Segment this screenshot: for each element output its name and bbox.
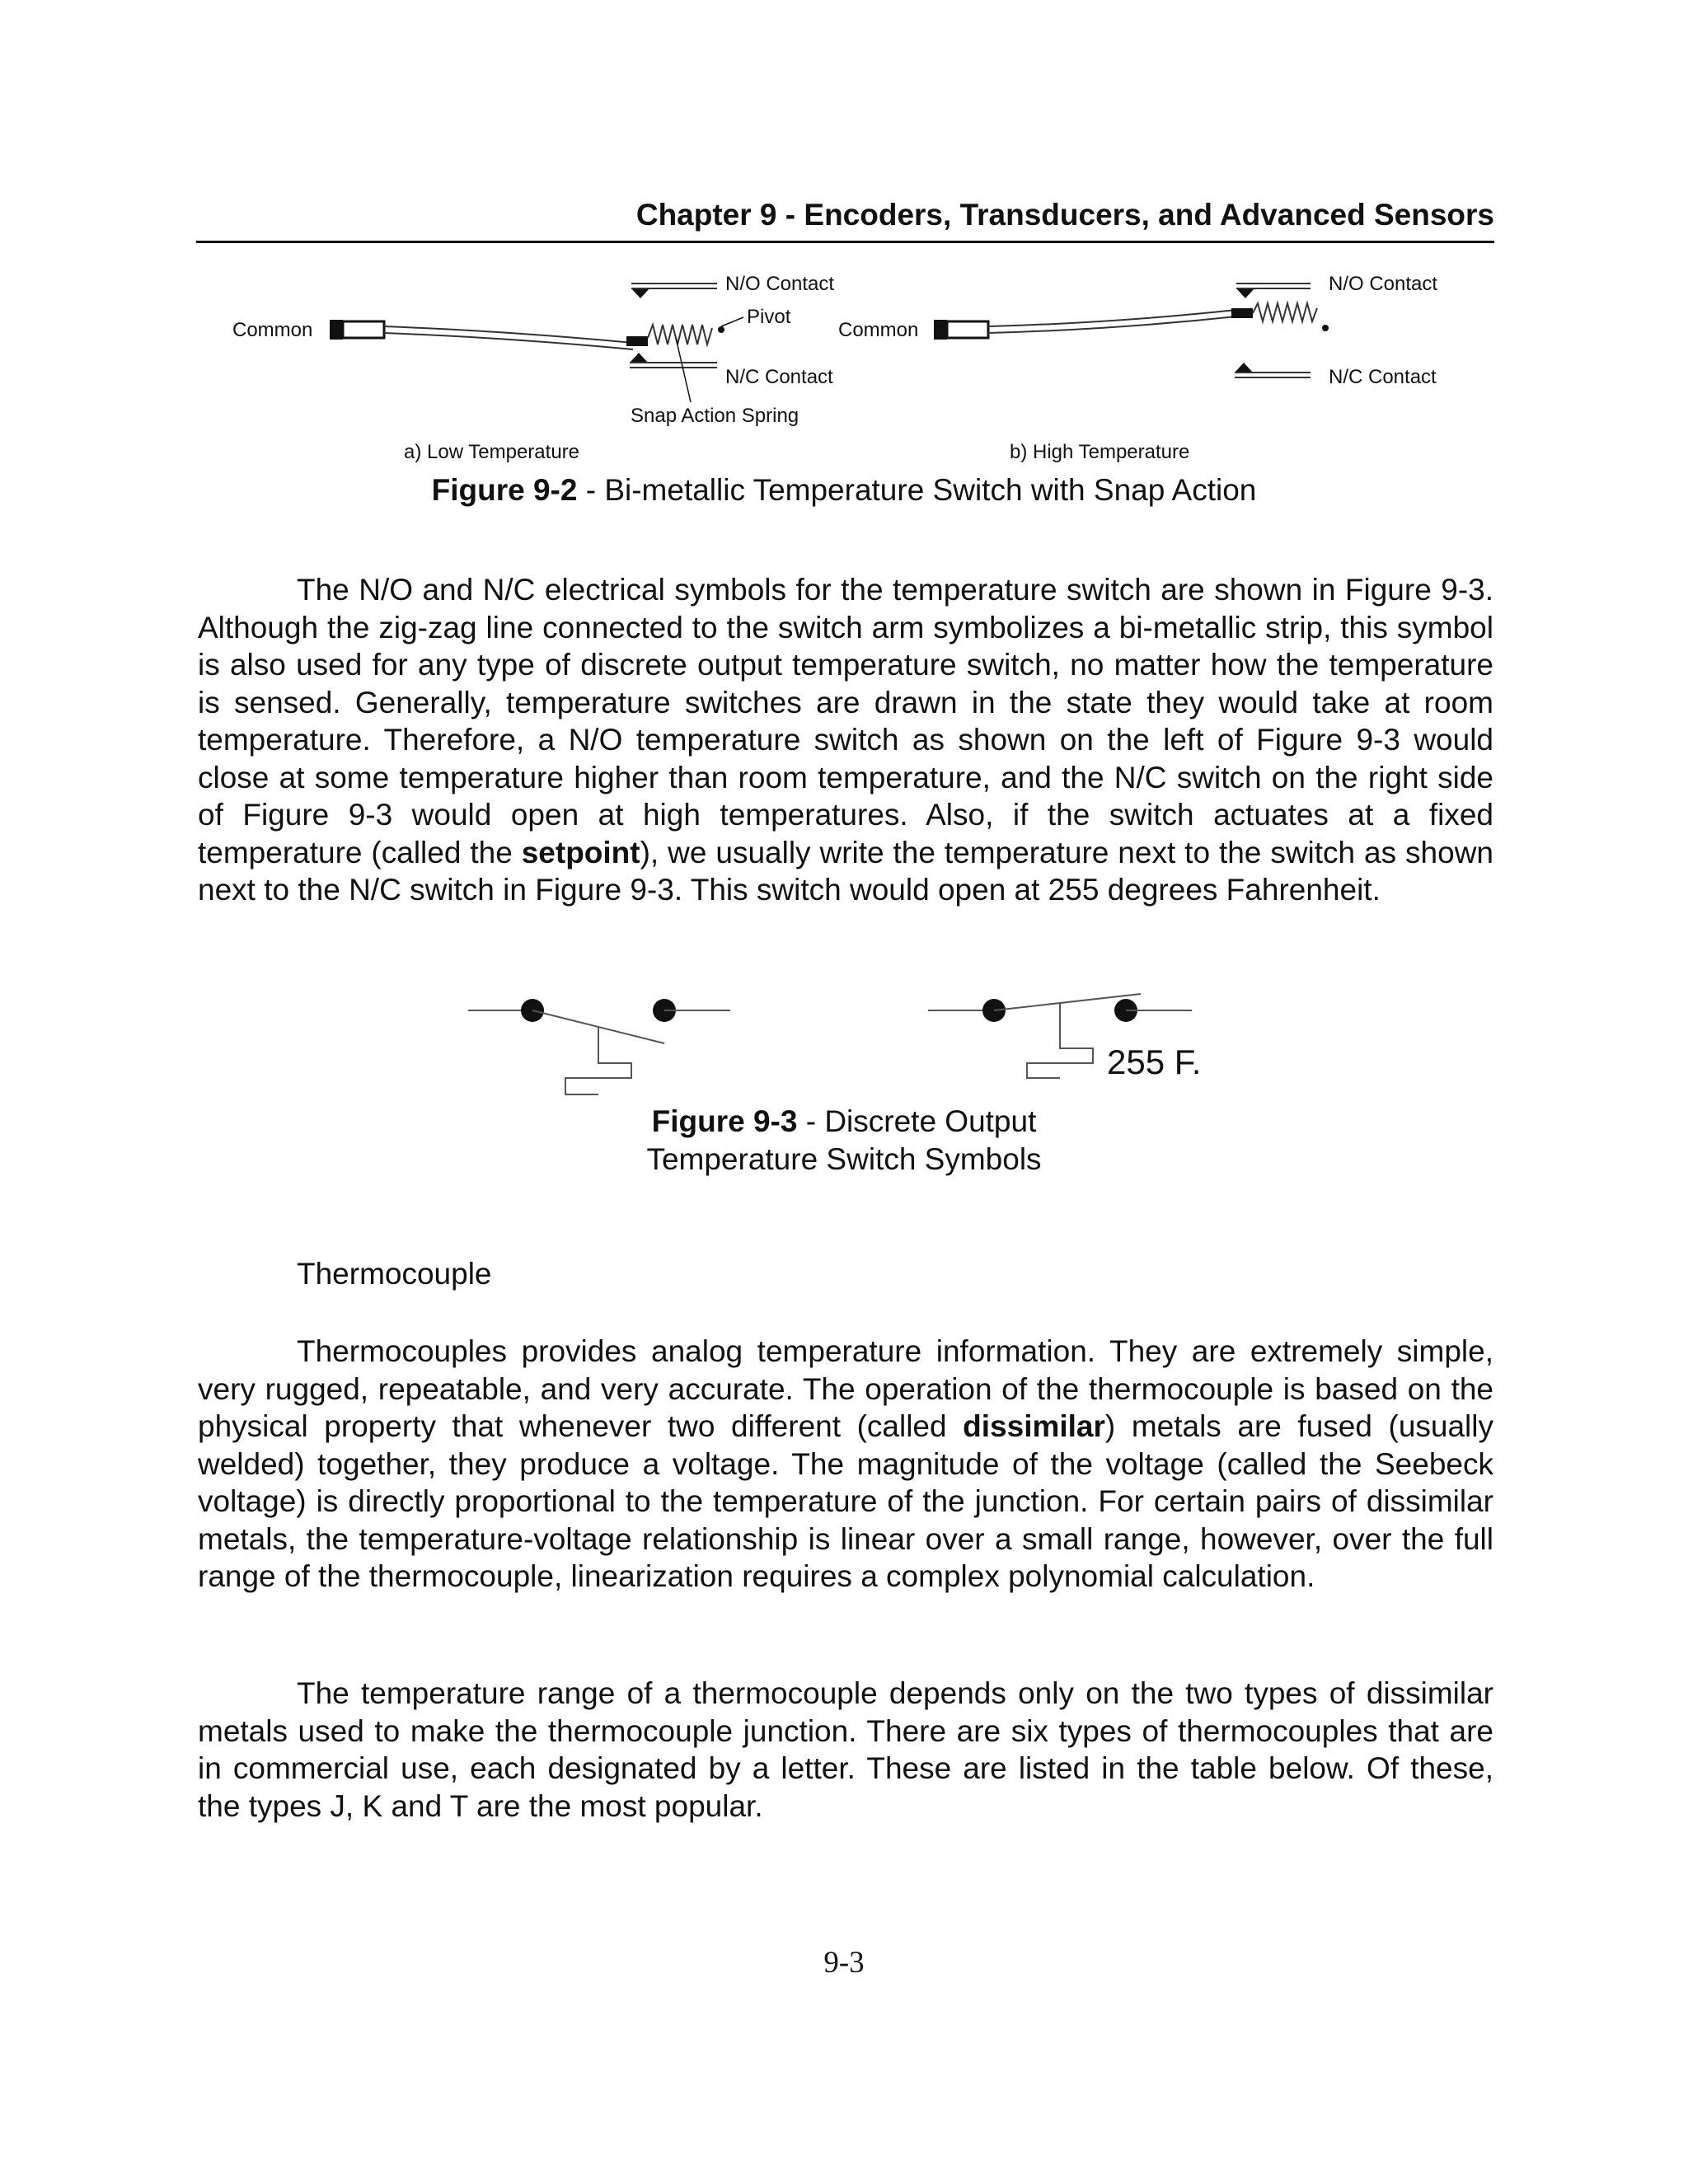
no-temperature-switch-symbol — [468, 999, 730, 1094]
common-block-a — [330, 320, 343, 340]
subcaption-a: a) Low Temperature — [404, 441, 579, 463]
setpoint-label: 255 F. — [1107, 1043, 1202, 1081]
no-contact-tip-b — [1236, 288, 1254, 298]
paragraph-2-text-a: Thermocouples provides analog temperature information. They are extremely simple, very rugged, repeatable, and very accurate. The operation of the thermocouple is based on the physical property that whenever two different (called — [198, 1334, 1493, 1443]
paragraph-thermocouple-types — [198, 1675, 1493, 1825]
pivot-dot-b — [1322, 325, 1329, 331]
snap-spring-a — [648, 325, 712, 344]
figure-9-2-title: - Bi-metallic Temperature Switch with Snap Action — [577, 473, 1257, 507]
snap-spring-b — [1253, 303, 1317, 321]
figure-9-2-caption — [0, 473, 1688, 508]
page-number: 9-3 — [823, 1946, 865, 1980]
paragraph-thermocouple-intro — [198, 1333, 1493, 1596]
nc-contact-tip-a — [630, 353, 648, 363]
no-switch-zigzag — [565, 1027, 631, 1094]
paragraph-switch-symbols — [198, 571, 1493, 909]
term-dissimilar: dissimilar — [963, 1409, 1105, 1443]
paragraph-1-text-a: The N/O and N/C electrical symbols for the temperature switch are shown in Figure 9-3. Although the zig-zag line connected to the switch arm symbolizes a bi-metallic strip, this symbol is also used for any type of discrete output temperature switch, no matter how the temperature is sensed. Generally, temperature switches are drawn in the state they would take at room temperature. Therefore, a N/O temperature switch as shown on the left of Figure 9-3 would close at some temperature higher than room temperature, and the N/C switch on the right side of Figure 9-3 would open at high temperatures. Also, if the switch actuates at a fixed temperature (called the — [198, 573, 1493, 869]
chapter-header: Chapter 9 - Encoders, Transducers, and Advanced Sensors — [635, 198, 1494, 232]
switch-high-temperature — [838, 273, 1437, 463]
figure-9-2-diagram — [0, 0, 1688, 478]
nc-contact-tip-b — [1235, 363, 1253, 373]
common-block-b — [934, 320, 947, 340]
label-common-b: Common — [838, 319, 919, 341]
term-setpoint: setpoint — [521, 835, 640, 869]
nc-switch-zigzag — [1027, 1002, 1093, 1078]
figure-9-3-title-line-1: - Discrete Output — [797, 1104, 1037, 1138]
paragraph-2-text-b: ) metals are fused (usually welded) together, they produce a voltage. The magnitude of the voltage (called the Seebeck voltage) is directly proportional to the temperature of the junction. For certain pairs of dissimilar metals, the temperature-voltage relationship is linear over a small range, however, over the full range of the thermocouple, linearization requires a complex polynomial calculation. — [198, 1409, 1493, 1593]
switch-low-temperature — [232, 273, 834, 463]
label-common-a: Common — [232, 319, 313, 341]
spring-leader-a — [676, 338, 691, 402]
paragraph-1-text-b: ), we usually write the temperature next to the switch as shown next to the N/C switch in Figure 9-3. This switch would open at 255 degrees Fahrenheit. — [198, 835, 1494, 907]
arm-block-a — [626, 336, 648, 346]
no-contact-tip-a — [631, 288, 649, 298]
label-snap-spring: Snap Action Spring — [631, 405, 799, 427]
label-no-contact-a: N/O Contact — [725, 273, 835, 295]
label-nc-contact-a: N/C Contact — [725, 366, 833, 388]
bimetal-strip-b — [988, 310, 1236, 326]
figure-9-3-title-line-2: Temperature Switch Symbols — [646, 1142, 1042, 1176]
subcaption-b: b) High Temperature — [1010, 441, 1190, 463]
common-clamp-a — [343, 321, 384, 338]
pivot-dot-a — [718, 326, 724, 333]
figure-9-3-number: Figure 9-3 — [651, 1104, 798, 1138]
figure-9-3-caption — [0, 1103, 1688, 1179]
label-no-contact-b: N/O Contact — [1329, 273, 1438, 295]
arm-block-b — [1231, 308, 1253, 318]
label-nc-contact-b: N/C Contact — [1329, 366, 1437, 388]
label-pivot: Pivot — [747, 306, 791, 328]
common-clamp-b — [947, 321, 988, 338]
section-heading-thermocouple: Thermocouple — [297, 1257, 492, 1291]
paragraph-3-text: The temperature range of a thermocouple depends only on the two types of dissimilar metals used to make the thermocouple junction. There are six types of thermocouples that are in commercial use, each designated by a letter. These are listed in the table below. Of these, the types J, K and T are the most popular. — [198, 1676, 1493, 1823]
figure-9-2-number: Figure 9-2 — [431, 473, 578, 507]
